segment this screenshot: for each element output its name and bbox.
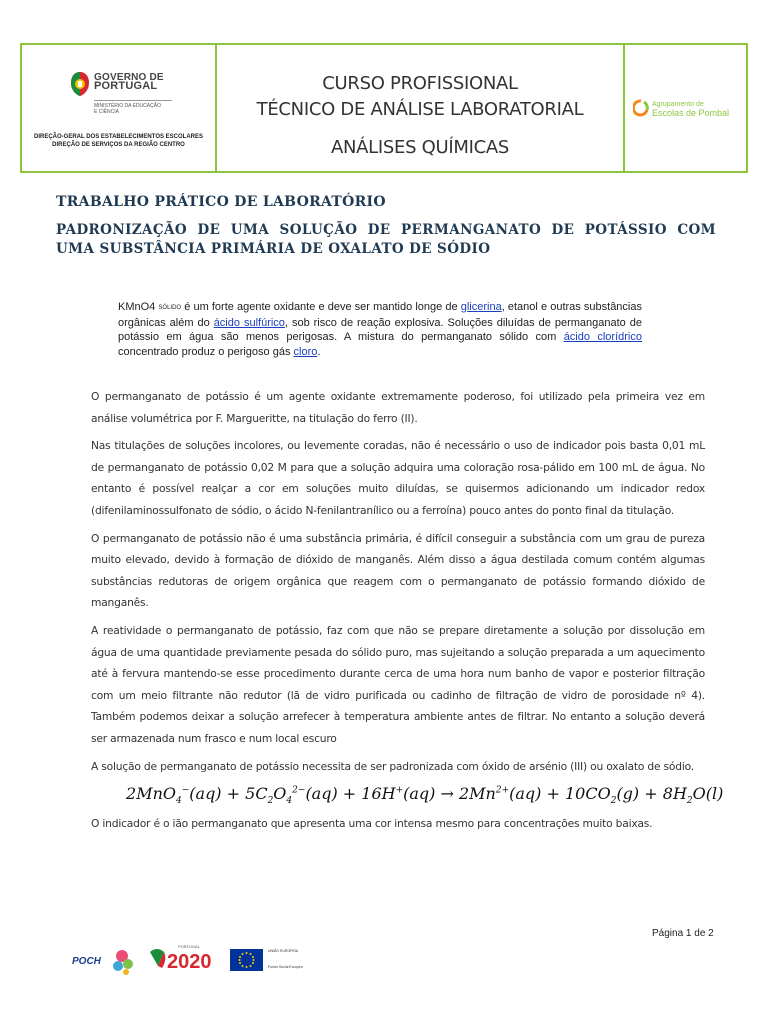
link-acido-cloridrico[interactable]: ácido clorídrico — [563, 331, 642, 343]
gov-divider — [94, 100, 172, 101]
school-logo-icon — [633, 99, 649, 117]
eq-sub: 4 — [176, 796, 182, 807]
header-course-cell — [217, 45, 625, 171]
redox-equation — [126, 784, 723, 806]
eq-op: + 10 — [541, 784, 586, 803]
school-line2: Escolas de Pombal — [652, 108, 730, 118]
eq-phase: (aq) — [403, 784, 436, 803]
body-text — [91, 386, 705, 777]
eq-species: CO — [585, 784, 611, 803]
note-state: SÓLIDO — [158, 305, 182, 311]
practical-work-title: TRABALHO PRÁTICO DE LABORATÓRIO — [56, 194, 386, 210]
portugal-coat-of-arms-icon — [70, 71, 90, 97]
indicator-paragraph: O indicador é o ião permanganato que apresenta uma cor intensa mesmo para concentrações muito baixas. — [91, 817, 653, 830]
eq-species: H — [672, 784, 687, 803]
eq-coef: 2 — [126, 784, 137, 803]
school-name — [652, 101, 729, 119]
eq-phase: (aq) — [509, 784, 542, 803]
eq-arrow: → 2 — [435, 784, 470, 803]
note-text-5: . — [317, 345, 321, 358]
eq-species: MnO — [136, 784, 176, 803]
eq-op: + 8 — [639, 784, 673, 803]
portugal-2020-small: PORTUGAL — [178, 944, 200, 949]
eq-species: C — [255, 784, 268, 803]
eq-species: Mn — [469, 784, 496, 803]
directorate-line2: DIREÇÃO DE SERVIÇOS DA REGIÃO CENTRO — [52, 142, 185, 148]
note-formula: KMnO4 — [118, 301, 156, 313]
eq-phase: (aq) — [189, 784, 222, 803]
eq-species: O — [273, 784, 287, 803]
paragraph: Nas titulações de soluções incolores, ou levemente coradas, não é necessário o uso de indicador pois basta 0,01 mL de permanganato de potássio 0,02 M para que a solução adquira uma coloração rosa-pálido em 100 mL de água. No entanto é possível realçar a cor em soluções muito diluídas, se quisermos adicionando um indicador redox (difenilaminossulfonato de sódio, o ácido N-fenilantranílico ou a ferroína) pouco antes do ponto final da titulação. — [91, 439, 705, 517]
eq-sup: + — [395, 785, 404, 796]
directorate-text — [22, 133, 215, 149]
eq-sub: 4 — [286, 796, 293, 807]
government-logo-text — [94, 73, 164, 91]
eu-label: UNIÃO EUROPEIA — [268, 949, 299, 953]
eu-flag-icon — [230, 949, 263, 971]
link-cloro[interactable]: cloro — [293, 345, 318, 358]
link-acido-sulfurico[interactable]: ácido sulfúrico — [213, 316, 285, 329]
eq-species: H — [381, 784, 396, 803]
ministry-text — [94, 103, 161, 115]
eq-sub: 2 — [686, 796, 693, 807]
eu-fund-label: Fundo Social Europeu — [268, 965, 303, 969]
header-school-cell — [625, 45, 746, 171]
note-text-2: , etanol e outras substâncias orgânicas além do — [118, 301, 642, 329]
course-line2: TÉCNICO DE ANÁLISE LABORATORIAL — [256, 99, 584, 120]
course-subject: ANÁLISES QUÍMICAS — [330, 137, 510, 158]
eq-sub: 2 — [267, 796, 274, 807]
link-glicerina[interactable]: glicerina — [460, 301, 502, 313]
gov-line2: PORTUGAL — [94, 80, 158, 92]
eq-phase: (g) — [616, 784, 640, 803]
poch-text: POCH — [72, 956, 101, 967]
eq-op: + 5 — [221, 784, 256, 803]
paragraph: O permanganato de potássio é um agente oxidante extremamente poderoso, foi utilizado pela primeira vez em análise volumétrica por F. Margueritte, na titulação do ferro (II). — [91, 390, 705, 425]
school-line1: Agrupamento de — [652, 101, 704, 108]
eq-sup: 2+ — [495, 785, 510, 796]
eq-sup: 2− — [292, 785, 306, 796]
note-text-1: é um forte agente oxidante e deve ser mantido longe de — [181, 301, 461, 313]
eq-phase: (aq) — [305, 784, 338, 803]
ministry-line2: E CIÊNCIA — [94, 109, 120, 115]
ministry-line1: MINISTÉRIO DA EDUCAÇÃO — [94, 103, 161, 109]
eq-sub: 2 — [610, 796, 617, 807]
note-text-4: concentrado produz o perigoso gás — [118, 345, 294, 358]
paragraph: A solução de permanganato de potássio necessita de ser padronizada com óxido de arsénio (III) ou oxalato de sódio. — [91, 759, 694, 773]
safety-note — [118, 300, 642, 359]
eq-sup: − — [181, 785, 190, 796]
paragraph: O permanganato de potássio não é uma substância primária, é difícil conseguir a substância com um grau de pureza muito elevado, devido à formação de dióxido de manganês. Além disso a água destilada comum contém algumas substâncias redutoras de origem orgânica que reagem com o permanganato de potássio formando dióxido de manganês. — [91, 531, 705, 610]
document-header — [20, 43, 748, 173]
paragraph: A reatividade o permanganato de potássio, faz com que não se prepare diretamente a solução por dissolução em água de uma quantidade previamente pesada do sólido puro, mas sujeitando a solução preparada a um aquecimento até à fervura mantendo-se esse procedimento durante cerca de uma hora num banho de vapor e posterior filtração com um meio filtrante não redutor (lã de vidro purificada ou cadinho de filtração de vidro de porosidade nº 4). Também podemos deixar a solução arrefecer à temperatura ambiente antes de filtrar. No entanto a solução deverá ser armazenada num frasco e num local escuro — [91, 623, 705, 745]
eq-op: + 16 — [337, 784, 382, 803]
portugal-2020-text: 2020 — [167, 951, 212, 973]
eq-species: O — [692, 784, 706, 803]
eq-phase: (l) — [705, 784, 724, 803]
directorate-line1: DIREÇÃO-GERAL DOS ESTABELECIMENTOS ESCOLARES — [33, 134, 204, 140]
gov-line1: GOVERNO DE — [94, 72, 164, 83]
header-left-cell — [22, 45, 217, 171]
note-text-3: , sob risco de reação explosiva. Soluções diluídas de permanganato de potássio em água são menos perigosas. A mistura do permanganato sólido com — [118, 316, 642, 343]
page-number: Página 1 de 2 — [652, 928, 714, 939]
experiment-title: PADRONIZAÇÃO DE UMA SOLUÇÃO DE PERMANGANATO DE POTÁSSIO COM UMA SUBSTÂNCIA PRIMÁRIA DE OXALATO DE SÓDIO — [56, 222, 716, 257]
course-line1: CURSO PROFISSIONAL — [322, 73, 518, 94]
